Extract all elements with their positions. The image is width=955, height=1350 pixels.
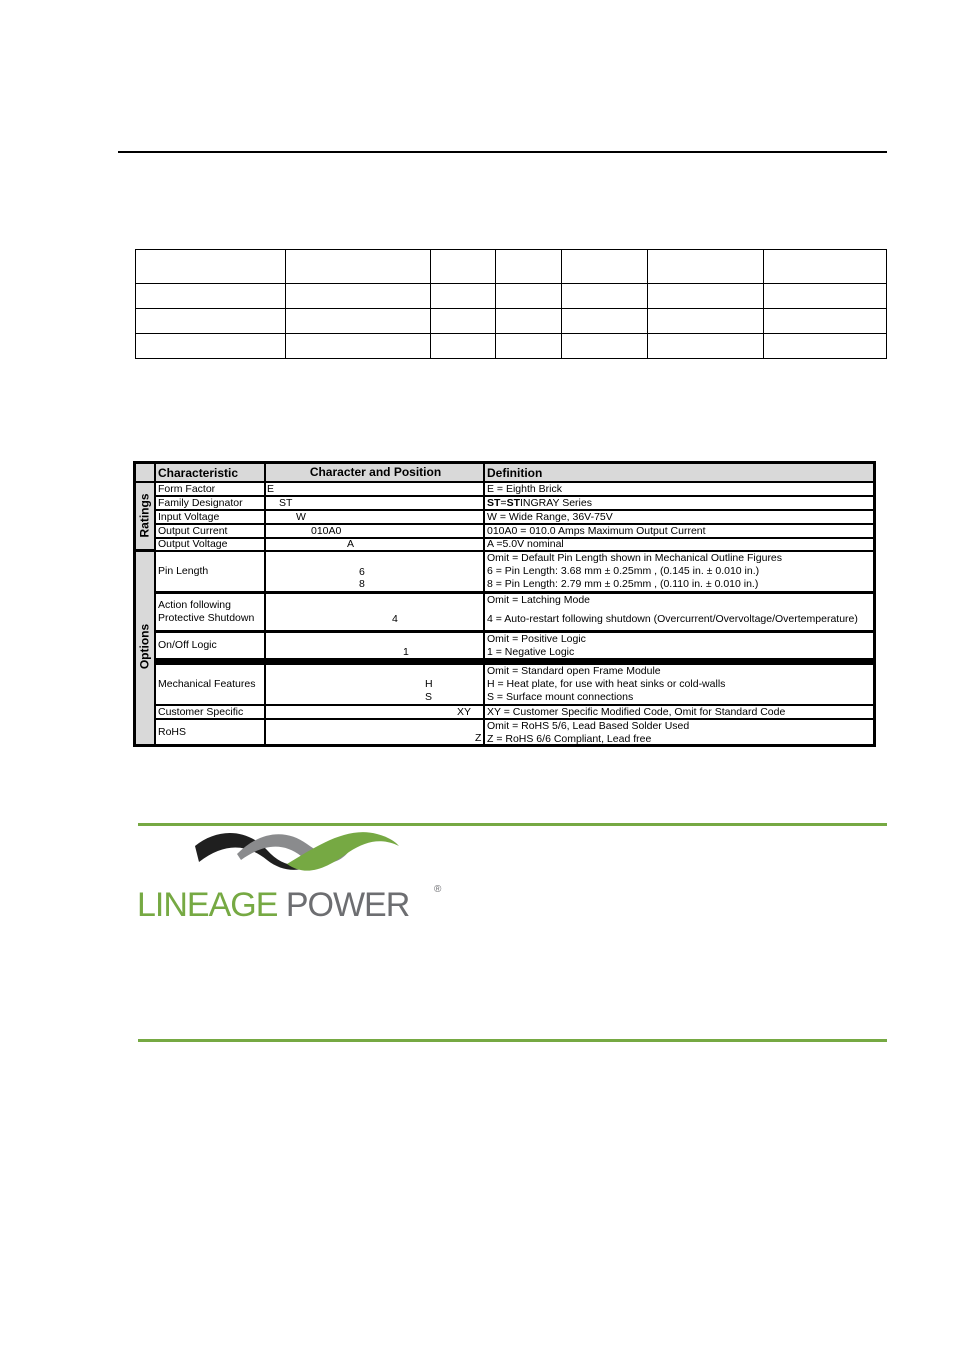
row-label-shutdown	[156, 594, 264, 630]
row-label-pin-length	[156, 552, 264, 591]
row-label-output-voltage: Output Voltage	[156, 539, 264, 550]
code-e: E	[267, 483, 275, 495]
def-input-voltage: W = Wide Range, 36V-75V	[485, 511, 873, 523]
def-line: Omit = Latching Mode	[487, 594, 591, 606]
position-cell	[266, 483, 483, 495]
table-cell	[764, 250, 887, 284]
code-st: ST	[279, 497, 293, 509]
table-cell	[648, 284, 764, 309]
def-mechanical	[485, 665, 873, 704]
code-xy: XY	[457, 706, 472, 718]
row-label-mechanical	[156, 665, 264, 704]
table-cell	[764, 284, 887, 309]
table-cell	[286, 334, 431, 359]
table-cell	[648, 334, 764, 359]
def-line: Z = RoHS 6/6 Compliant, Lead free	[487, 733, 652, 744]
pin-length-label: Pin Length	[158, 565, 209, 577]
header-characteristic: Characteristic	[156, 464, 264, 481]
code-designation-table	[133, 461, 876, 747]
def-line: 8 = Pin Length: 2.79 mm ± 0.25mm , (0.110 in. ± 0.010 in.)	[487, 578, 759, 590]
def-customer: XY = Customer Specific Modified Code, Omit for Standard Code	[485, 706, 873, 718]
row-label-form-factor: Form Factor	[156, 483, 264, 495]
def-onoff	[485, 633, 873, 658]
code-h: H	[425, 678, 433, 690]
def-pin-length	[485, 552, 873, 591]
def-line: Omit = Standard open Frame Module	[487, 665, 661, 677]
def-output-current: 010A0 = 010.0 Amps Maximum Output Current	[485, 525, 873, 537]
code-z: Z	[475, 732, 482, 744]
position-cell	[266, 552, 483, 591]
position-cell	[266, 511, 483, 523]
code-010a0: 010A0	[311, 525, 342, 537]
def-line: Omit = RoHS 5/6, Lead Based Solder Used	[487, 720, 690, 732]
row-label-customer: Customer Specific	[156, 706, 264, 718]
table-cell	[562, 309, 648, 334]
label-line: Action following	[158, 599, 231, 611]
corner-cell	[136, 464, 154, 481]
table-cell	[764, 334, 887, 359]
table-cell	[764, 309, 887, 334]
row-label-input-voltage: Input Voltage	[156, 511, 264, 523]
table-cell	[431, 284, 496, 309]
header-position: Character and Position	[266, 464, 483, 481]
row-label-onoff	[156, 633, 264, 658]
position-cell	[266, 633, 483, 658]
def-family-bold: ST	[487, 497, 501, 509]
wave-logo-icon	[137, 826, 447, 888]
header-definition: Definition	[485, 464, 873, 481]
def-line: 4 = Auto-restart following shutdown (Overcurrent/Overvoltage/Overtemperature)	[487, 613, 858, 625]
table-cell	[648, 250, 764, 284]
top-rule	[118, 151, 887, 153]
group-ratings	[136, 483, 154, 549]
label-line: Protective Shutdown	[158, 612, 255, 624]
table-cell	[496, 309, 562, 334]
ordering-table	[135, 249, 887, 359]
table-cell	[562, 284, 648, 309]
shutdown-label	[158, 599, 254, 625]
table-cell	[431, 334, 496, 359]
row-label-rohs	[156, 720, 264, 744]
position-cell	[266, 497, 483, 509]
position-cell	[266, 720, 483, 744]
group-options-label: Options	[137, 623, 152, 670]
position-cell	[266, 525, 483, 537]
table-cell	[496, 284, 562, 309]
def-family	[485, 497, 873, 509]
row-label-family: Family Designator	[156, 497, 264, 509]
position-cell	[266, 594, 483, 630]
table-cell	[496, 334, 562, 359]
table-cell	[648, 309, 764, 334]
def-family-rest: INGRAY Series	[519, 497, 592, 509]
def-rohs	[485, 720, 873, 744]
def-shutdown	[485, 594, 873, 630]
table-cell	[286, 309, 431, 334]
logo-word-power: POWER	[285, 886, 410, 924]
row-label-output-current: Output Current	[156, 525, 264, 537]
def-family-bold2: ST	[506, 497, 520, 509]
def-form-factor: E = Eighth Brick	[485, 483, 873, 495]
def-line: H = Heat plate, for use with heat sinks or cold-walls	[487, 678, 726, 690]
code-4: 4	[392, 613, 398, 625]
green-rule-bottom	[138, 1039, 887, 1042]
code-s: S	[425, 691, 433, 703]
lineage-power-logo	[137, 826, 447, 926]
position-cell	[266, 539, 483, 550]
def-line: 6 = Pin Length: 3.68 mm ± 0.25mm , (0.145 in. ± 0.010 in.)	[487, 565, 760, 577]
code-w: W	[296, 511, 306, 523]
mechanical-label: Mechanical Features	[158, 678, 256, 690]
def-line: 1 = Negative Logic	[487, 646, 575, 658]
table-cell	[286, 284, 431, 309]
logo-wordmark	[137, 886, 409, 925]
table-cell	[136, 334, 286, 359]
def-family-sep: =	[500, 497, 507, 509]
code-8: 8	[359, 578, 365, 590]
table-cell	[562, 334, 648, 359]
code-1: 1	[403, 646, 409, 658]
position-cell	[266, 665, 483, 704]
table-cell	[136, 309, 286, 334]
code-6: 6	[359, 566, 365, 578]
def-output-voltage: A =5.0V nominal	[485, 539, 873, 550]
table-cell	[431, 309, 496, 334]
logo-word-lineage: LINEAGE	[137, 886, 278, 924]
def-line: Omit = Positive Logic	[487, 633, 586, 645]
group-options	[136, 552, 154, 744]
onoff-label: On/Off Logic	[158, 639, 217, 651]
def-line: Omit = Default Pin Length shown in Mechanical Outline Figures	[487, 552, 783, 564]
table-cell	[136, 284, 286, 309]
table-cell	[431, 250, 496, 284]
position-cell	[266, 706, 483, 718]
table-cell	[562, 250, 648, 284]
table-cell	[286, 250, 431, 284]
code-a: A	[347, 539, 355, 550]
table-cell	[136, 250, 286, 284]
rohs-label: RoHS	[158, 725, 187, 738]
registered-mark: ®	[434, 884, 442, 895]
table-cell	[496, 250, 562, 284]
group-ratings-label: Ratings	[137, 493, 152, 538]
def-line: S = Surface mount connections	[487, 691, 634, 703]
